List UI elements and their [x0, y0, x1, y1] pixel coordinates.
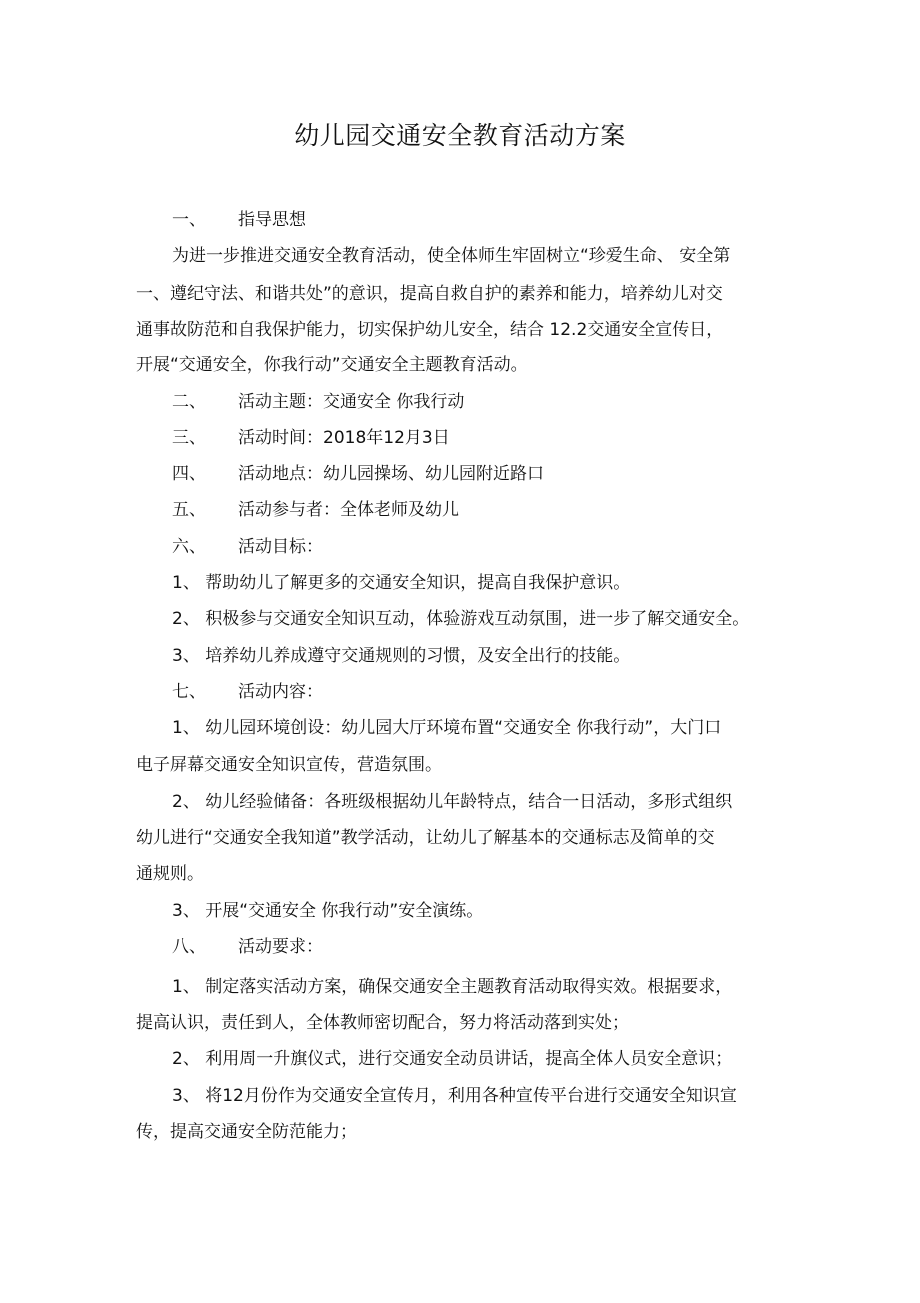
- list-item: 3、 培养幼儿养成遵守交通规则的习惯，及安全出行的技能。: [172, 646, 631, 666]
- paragraph-line: 开展“交通安全，你我行动”交通安全主题教育活动。: [136, 355, 528, 375]
- section-number: 四、: [172, 464, 206, 484]
- paragraph-line: 一、遵纪守法、和谐共处”的意识，提高自救自护的素养和能力，培养幼儿对交: [136, 284, 723, 304]
- section-title: 活动目标：: [238, 537, 323, 557]
- paragraph-line: 为进一步推进交通安全教育活动，使全体师生牢固树立“珍爱生命、 安全第: [172, 246, 731, 266]
- list-item: 1、 幼儿园环境创设：幼儿园大厅环境布置“交通安全 你我行动”，大门口: [172, 718, 722, 738]
- list-item-continuation: 传，提高交通安全防范能力；: [136, 1122, 357, 1142]
- section-title: 活动主题：交通安全 你我行动: [238, 392, 465, 412]
- page-title: 幼儿园交通安全教育活动方案: [294, 121, 626, 150]
- paragraph-line: 通事故防范和自我保护能力，切实保护幼儿安全，结合 12.2交通安全宣传日，: [136, 320, 724, 340]
- list-item: 1、 制定落实活动方案，确保交通安全主题教育活动取得实效。根据要求，: [172, 977, 733, 997]
- section-number: 一、: [172, 210, 206, 230]
- list-item: 3、 将12月份作为交通安全宣传月，利用各种宣传平台进行交通安全知识宣: [172, 1086, 737, 1106]
- list-item: 2、 利用周一升旗仪式，进行交通安全动员讲话，提高全体人员安全意识；: [172, 1049, 733, 1069]
- section-number: 五、: [172, 500, 206, 520]
- section-title: 活动内容：: [238, 682, 323, 702]
- list-item: 2、 幼儿经验储备：各班级根据幼儿年龄特点，结合一日活动，多形式组织: [172, 792, 733, 812]
- list-item-continuation: 电子屏幕交通安全知识宣传，营造氛围。: [136, 755, 442, 775]
- list-item: 3、 开展“交通安全 你我行动”安全演练。: [172, 901, 484, 921]
- section-title: 活动时间：2018年12月3日: [238, 428, 450, 448]
- list-item-continuation: 提高认识，责任到人，全体教师密切配合，努力将活动落到实处；: [136, 1013, 629, 1033]
- section-number: 六、: [172, 537, 206, 557]
- section-number: 二、: [172, 392, 206, 412]
- list-item: 1、 帮助幼儿了解更多的交通安全知识，提高自我保护意识。: [172, 573, 631, 593]
- section-number: 三、: [172, 428, 206, 448]
- list-item-continuation: 幼儿进行“交通安全我知道”教学活动，让幼儿了解基本的交通标志及简单的交: [136, 828, 715, 848]
- section-title: 活动地点：幼儿园操场、幼儿园附近路口: [238, 464, 544, 484]
- list-item: 2、 积极参与交通安全知识互动，体验游戏互动氛围，进一步了解交通安全。: [172, 609, 750, 629]
- section-title: 指导思想: [238, 210, 306, 230]
- section-number: 八、: [172, 937, 206, 957]
- section-title: 活动要求：: [238, 937, 323, 957]
- section-number: 七、: [172, 682, 206, 702]
- list-item-continuation: 通规则。: [136, 864, 204, 884]
- section-title: 活动参与者：全体老师及幼儿: [238, 500, 459, 520]
